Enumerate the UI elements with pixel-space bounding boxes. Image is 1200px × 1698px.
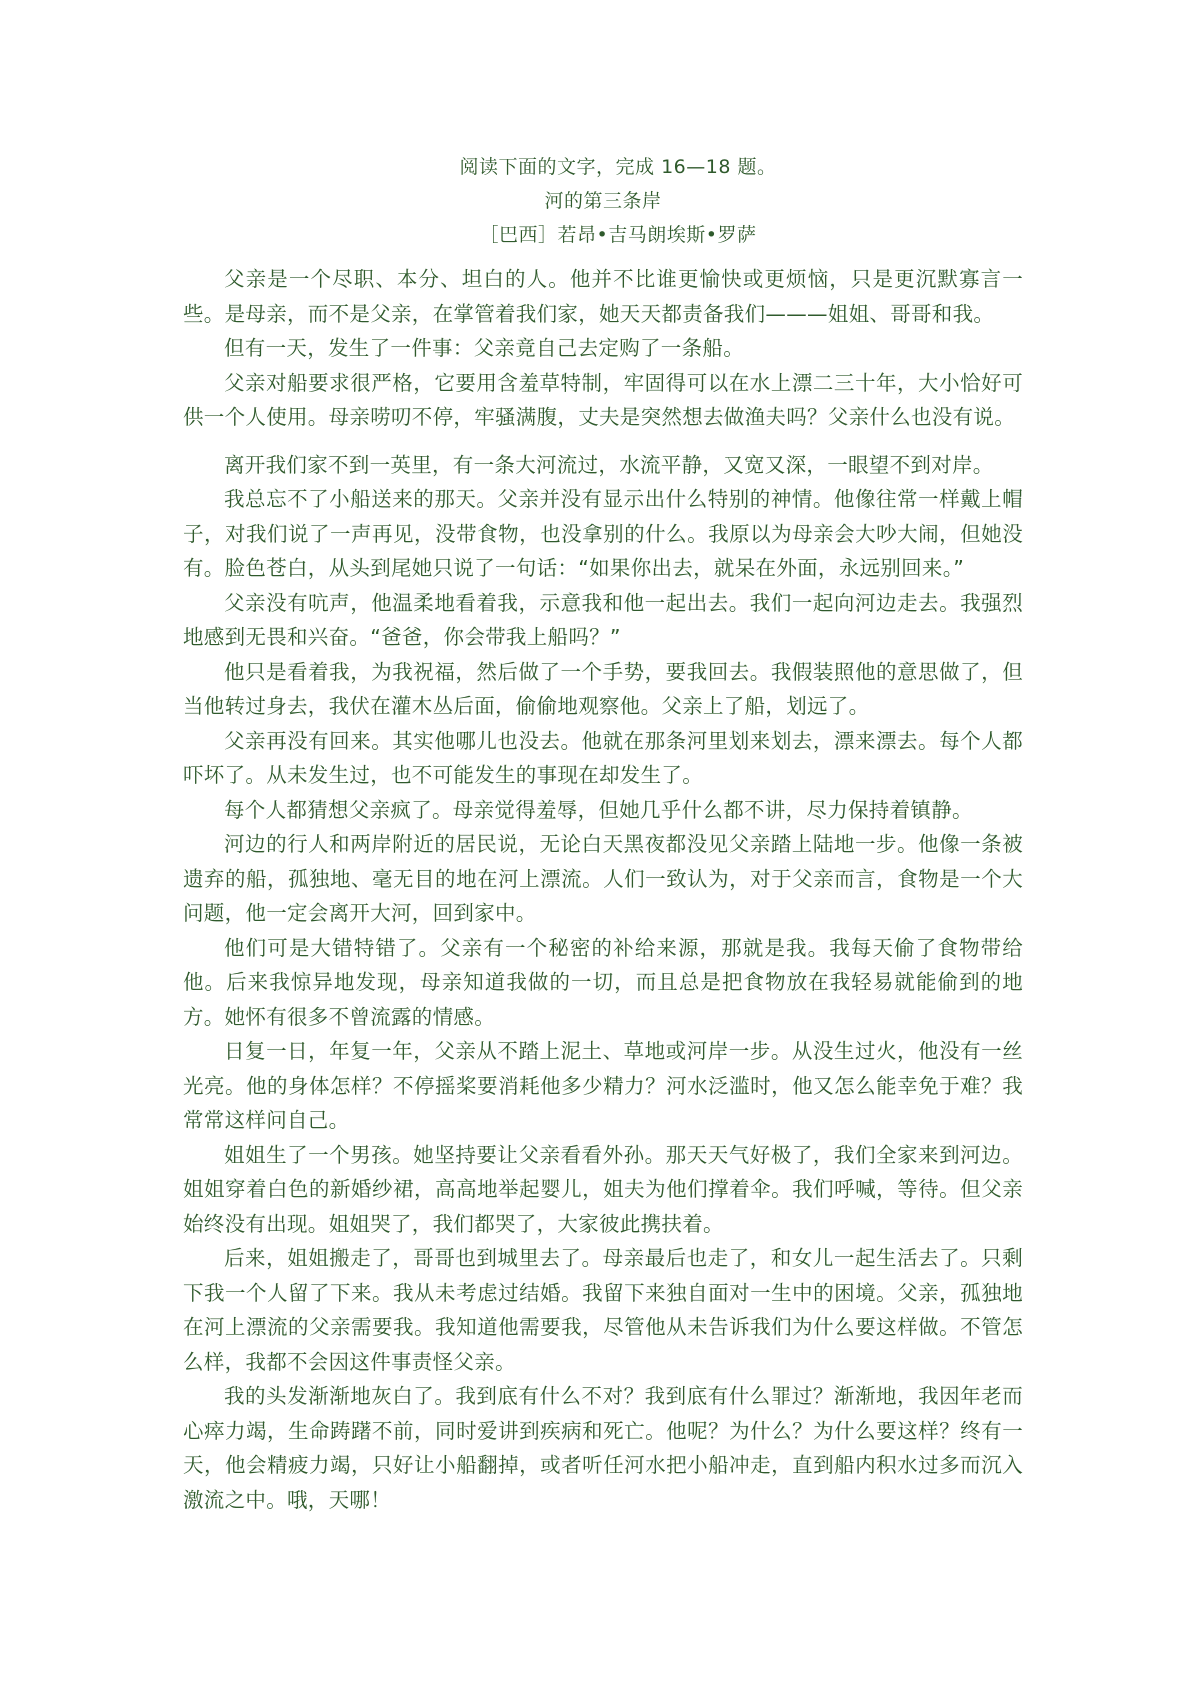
paragraph: 我的头发渐渐地灰白了。我到底有什么不对？我到底有什么罪过？渐渐地，我因年老而心瘁力竭，生命踌躇不前，同时爱讲到疾病和死亡。他呢？为什么？为什么要这样？终有一天，他会精疲力竭，只好让小船翻掉，或者听任河水把小船冲走，直到船内积水过多而沉入激流之中。哦，天哪！ <box>183 1384 1023 1512</box>
paragraph: 他们可是大错特错了。父亲有一个秘密的补给来源，那就是我。我每天偷了食物带给他。后来我惊异地发现，母亲知道我做的一切，而且总是把食物放在我轻易就能偷到的地方。她怀有很多不曾流露的情感。 <box>183 935 1023 1029</box>
paragraph: 离开我们家不到一英里，有一条大河流过，水流平静，又宽又深，一眼望不到对岸。 <box>224 452 994 477</box>
paragraph: 父亲对船要求很严格，它要用含羞草特制，牢固得可以在水上漂二三十年，大小恰好可供一个人使用。母亲唠叨不停，牢骚满腹，丈夫是突然想去做渔夫吗？父亲什么也没有说。 <box>183 370 1023 429</box>
article-author: ［巴西］若昂•吉马朗埃斯•罗萨 <box>479 224 757 246</box>
article-title: 河的第三条岸 <box>544 190 662 212</box>
paragraph: 父亲没有吭声，他温柔地看着我，示意我和他一起出去。我们一起向河边走去。我强烈地感到无畏和兴奋。“爸爸，你会带我上船吗？” <box>183 590 1023 649</box>
paragraph: 后来，姐姐搬走了，哥哥也到城里去了。母亲最后也走了，和女儿一起生活去了。只剩下我一个人留了下来。我从未考虑过结婚。我留下来独自面对一生中的困境。父亲，孤独地在河上漂流的父亲需要我。我知道他需要我，尽管他从未告诉我们为什么要这样做。不管怎么样，我都不会因这件事责怪父亲。 <box>183 1246 1023 1374</box>
paragraph: 河边的行人和两岸附近的居民说，无论白天黑夜都没见父亲踏上陆地一步。他像一条被遗弃的船，孤独地、毫无目的地在河上漂流。人们一致认为，对于父亲而言，食物是一个大问题，他一定会离开大河，回到家中。 <box>183 832 1023 925</box>
article-body <box>183 262 1023 1517</box>
paragraph: 父亲是一个尽职、本分、坦白的人。他并不比谁更愉快或更烦恼，只是更沉默寡言一些。是母亲，而不是父亲，在掌管着我们家，她天天都责备我们———姐姐、哥哥和我。 <box>183 267 1023 326</box>
paragraph: 他只是看着我，为我祝福，然后做了一个手势，要我回去。我假装照他的意思做了，但当他转过身去，我伏在灌木丛后面，偷偷地观察他。父亲上了船，划远了。 <box>183 659 1023 718</box>
document-page <box>183 150 1023 1517</box>
paragraph: 日复一日，年复一年，父亲从不踏上泥土、草地或河岸一步。从没生过火，他没有一丝光亮。他的身体怎样？不停摇桨要消耗他多少精力？河水泛滥时，他又怎么能幸免于难？我常常这样问自己。 <box>183 1039 1023 1132</box>
paragraph: 每个人都猜想父亲疯了。母亲觉得羞辱，但她几乎什么都不讲，尽力保持着镇静。 <box>224 797 973 822</box>
question-instruction: 阅读下面的文字，完成 16—18 题。 <box>459 156 777 178</box>
paragraph: 姐姐生了一个男孩。她坚持要让父亲看看外孙。那天天气好极了，我们全家来到河边。姐姐穿着白色的新婚纱裙，高高地举起婴儿，姐夫为他们撑着伞。我们呼喊，等待。但父亲始终没有出现。姐姐哭了，我们都哭了，大家彼此携扶着。 <box>183 1142 1023 1236</box>
paragraph: 我总忘不了小船送来的那天。父亲并没有显示出什么特别的神情。他像往常一样戴上帽子，对我们说了一声再见，没带食物，也没拿别的什么。我原以为母亲会大吵大闹，但她没有。脸色苍白，从头到尾她只说了一句话：“如果你出去，就呆在外面，永远别回来。” <box>183 487 1023 580</box>
paragraph: 父亲再没有回来。其实他哪儿也没去。他就在那条河里划来划去，漂来漂去。每个人都吓坏了。从未发生过，也不可能发生的事现在却发生了。 <box>183 728 1023 787</box>
paragraph: 但有一天，发生了一件事：父亲竟自己去定购了一条船。 <box>224 336 744 360</box>
